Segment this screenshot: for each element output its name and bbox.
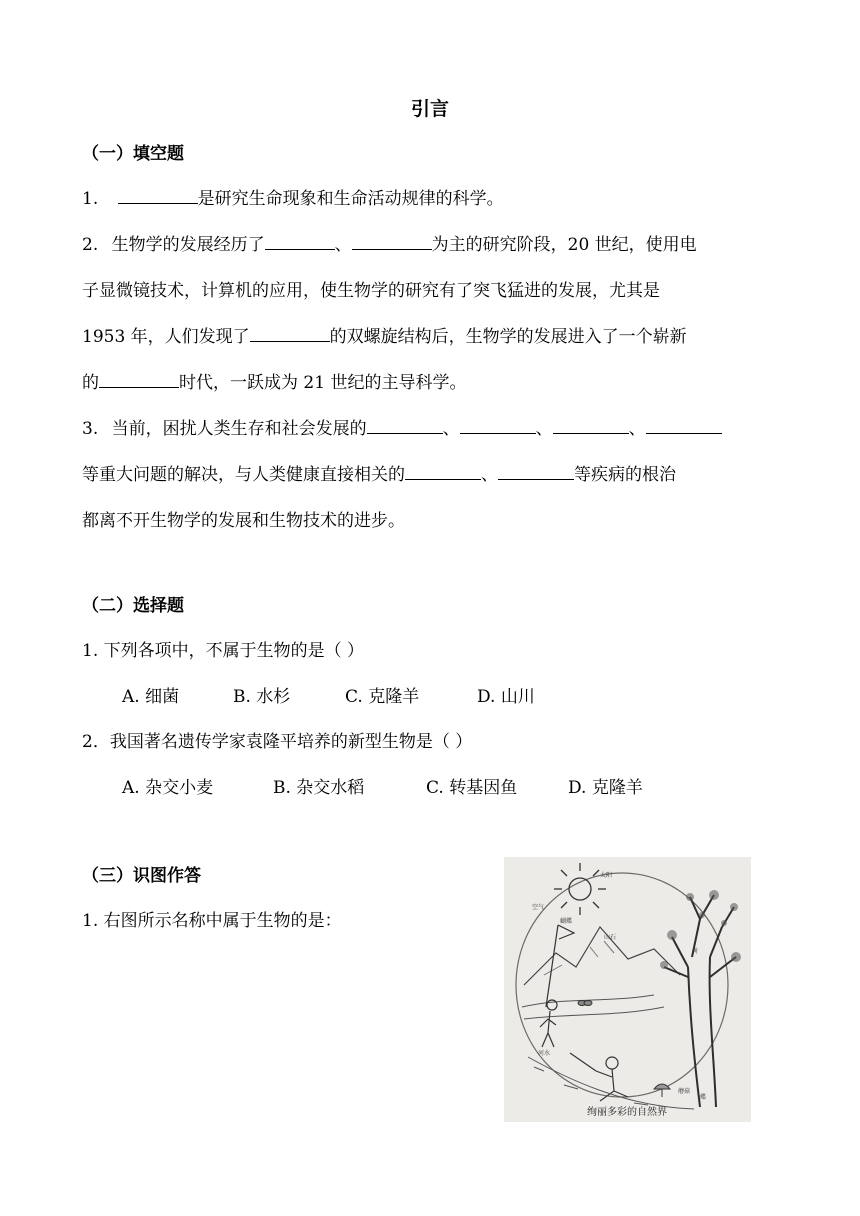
river-drawing <box>522 995 664 1019</box>
foliage-drawing <box>660 890 741 969</box>
question-number: 3. <box>82 419 99 439</box>
figure-question-1: 1. 右图所示名称中属于生物的是： <box>82 911 342 931</box>
option-c[interactable]: C. 克隆羊 <box>345 687 420 707</box>
option-a[interactable]: A. 杂交小麦 <box>122 778 214 798</box>
label-mushroom: 蘑菇 <box>678 1088 691 1095</box>
label-butterfly: 蝴蝶 <box>560 918 573 925</box>
question-text: 等重大问题的解决，与人类健康直接相关的 <box>82 465 405 485</box>
answer-blank[interactable] <box>367 416 443 434</box>
nature-sketch <box>504 857 751 1122</box>
choice-question-2: 2．我国著名遗传学家袁隆平培养的新型生物是（ ） <box>82 732 473 752</box>
section-heading-multiple-choice: （二）选择题 <box>82 596 184 616</box>
answer-blank[interactable] <box>498 462 574 480</box>
section-heading-figure-question: （三）识图作答 <box>82 866 201 886</box>
label-tree: 树 <box>692 948 699 955</box>
question-number: 2. <box>82 235 99 255</box>
label-other: 蝶 <box>700 1094 707 1101</box>
question-text: 等疾病的根治 <box>574 465 676 485</box>
option-d[interactable]: D. 克隆羊 <box>568 778 643 798</box>
fill-question-3-line-1 <box>82 414 722 439</box>
answer-blank[interactable] <box>646 416 722 434</box>
option-b[interactable]: B. 杂交水稻 <box>273 778 365 798</box>
section-heading-fill-blank: （一）填空题 <box>82 144 184 164</box>
butterfly-drawing <box>578 1001 592 1006</box>
label-air: 空气 <box>532 904 545 911</box>
separator: 、 <box>481 465 498 485</box>
answer-blank[interactable] <box>553 416 629 434</box>
separator: 、 <box>334 235 352 255</box>
question-text: 生物学的发展经历了 <box>111 235 265 255</box>
answer-blank[interactable] <box>99 370 179 388</box>
label-rock: 山石 <box>604 934 617 941</box>
question-number: 1. <box>82 189 99 209</box>
question-text: 为主的研究阶段，20 世纪，使用电 <box>431 235 697 255</box>
answer-blank[interactable] <box>352 232 432 250</box>
option-b[interactable]: B. 水杉 <box>233 687 291 707</box>
separator: 、 <box>442 419 460 439</box>
answer-blank[interactable] <box>250 324 330 342</box>
separator: 、 <box>628 419 646 439</box>
fill-question-2-line-3 <box>82 322 687 347</box>
fill-question-3-line-3: 都离不开生物学的发展和生物技术的进步。 <box>82 511 405 531</box>
separator: 、 <box>535 419 553 439</box>
label-sun: 太阳 <box>600 872 613 879</box>
fill-question-2-line-4 <box>82 368 466 393</box>
nature-illustration <box>504 857 751 1122</box>
scene-outline <box>516 873 728 1097</box>
fill-question-2-line-1 <box>82 230 697 255</box>
figure-caption: 绚丽多彩的自然界 <box>587 1107 667 1118</box>
question-text: 当前，困扰人类生存和社会发展的 <box>111 419 367 439</box>
fill-question-1 <box>82 184 504 209</box>
ground-drawing <box>528 1057 694 1109</box>
question-text: 的 <box>82 373 99 393</box>
option-d[interactable]: D. 山川 <box>477 687 535 707</box>
question-text: 1953 年，人们发现了 <box>82 327 250 347</box>
fill-question-3-line-2 <box>82 460 676 485</box>
answer-blank[interactable] <box>118 186 198 204</box>
fill-question-2-line-2: 子显微镜技术，计算机的应用，使生物学的研究有了突飞猛进的发展，尤其是 <box>82 281 660 301</box>
option-a[interactable]: A. 细菌 <box>122 687 180 707</box>
question-text: 时代，一跃成为 21 世纪的主导科学。 <box>179 373 467 393</box>
page-title: 引言 <box>410 98 449 120</box>
answer-blank[interactable] <box>265 232 335 250</box>
mountain-drawing <box>524 927 680 985</box>
answer-blank[interactable] <box>405 462 481 480</box>
person-drawing <box>540 925 574 1047</box>
option-c[interactable]: C. 转基因鱼 <box>426 778 518 798</box>
answer-blank[interactable] <box>460 416 536 434</box>
label-river: 河水 <box>538 1050 551 1057</box>
choice-question-1: 1. 下列各项中，不属于生物的是（ ） <box>82 641 365 661</box>
question-text: 的双螺旋结构后，生物学的发展进入了一个崭新 <box>329 327 687 347</box>
question-text: 是研究生命现象和生命活动规律的科学。 <box>197 189 504 209</box>
tree-drawing <box>664 895 736 1107</box>
sun-drawing <box>554 863 606 915</box>
